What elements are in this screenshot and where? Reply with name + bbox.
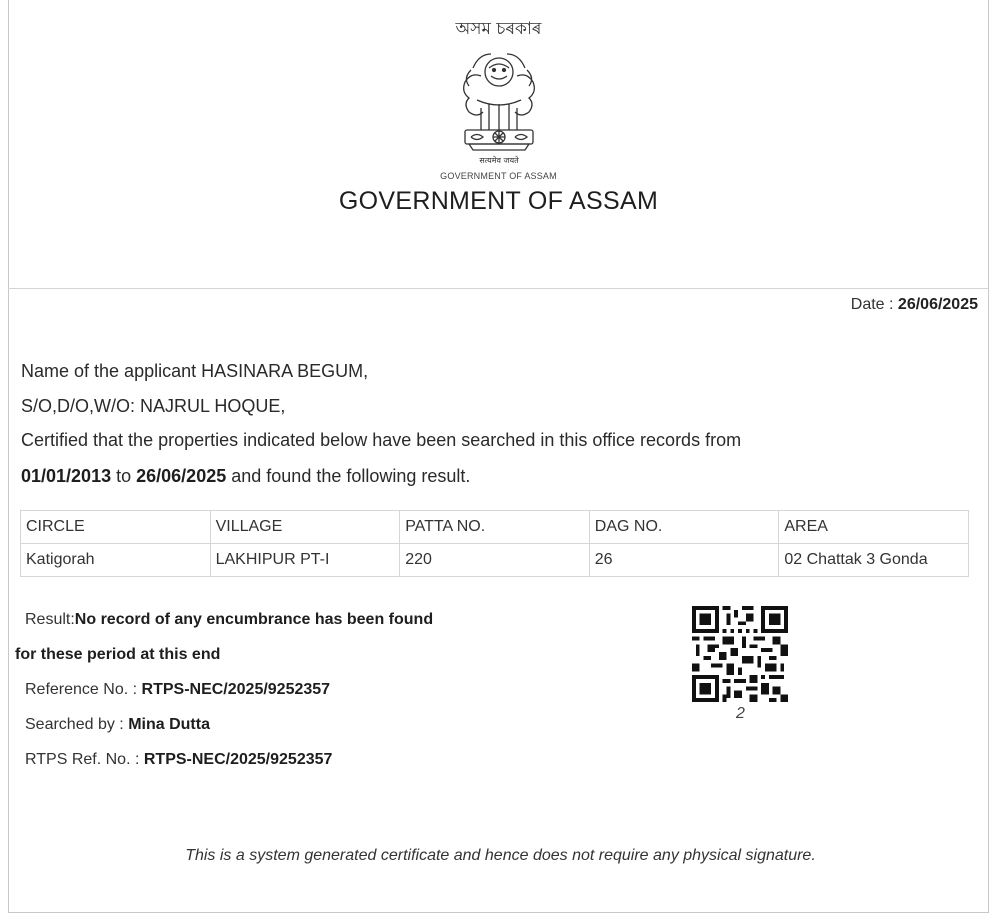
column-header-patta-no: PATTA NO. — [400, 511, 590, 544]
assamese-government-title: অসম চৰকাৰ — [455, 19, 542, 39]
cell-dag-no: 26 — [589, 544, 779, 577]
reference-label: Reference No. : — [25, 681, 138, 698]
column-header-circle: CIRCLE — [21, 511, 211, 544]
applicant-relation-line — [21, 396, 285, 417]
certified-statement: Certified that the properties indicated below have been searched in this office records from — [21, 430, 742, 450]
column-header-village: VILLAGE — [210, 511, 400, 544]
state-emblem-icon — [451, 46, 547, 166]
rtps-ref-value: RTPS-NEC/2025/9252357 — [143, 751, 333, 768]
date-label: Date : — [850, 296, 894, 313]
page-title: GOVERNMENT OF ASSAM — [338, 187, 659, 215]
result-label: Result: — [25, 611, 75, 628]
table-row — [21, 544, 969, 577]
search-from-date: 01/01/2013 — [21, 466, 112, 486]
column-header-area: AREA — [779, 511, 969, 544]
reference-value: RTPS-NEC/2025/9252357 — [141, 681, 331, 698]
to-word: to — [116, 466, 132, 486]
searched-by-value: Mina Dutta — [128, 716, 210, 733]
rtps-ref-line — [25, 751, 332, 769]
applicant-name-label: Name of the applicant — [21, 361, 197, 381]
column-header-dag-no: DAG NO. — [589, 511, 779, 544]
qr-page-number: 2 — [736, 705, 745, 722]
certificate-header — [8, 0, 989, 289]
cell-area: 02 Chattak 3 Gonda — [779, 544, 969, 577]
result-tail-text: and found the following result. — [231, 466, 471, 486]
qr-code-icon — [692, 606, 788, 702]
applicant-name-value: HASINARA BEGUM, — [201, 361, 369, 381]
reference-line — [25, 681, 330, 699]
emblem-motto: सत्यमेव जयते — [479, 156, 519, 165]
applicant-name-line — [21, 361, 368, 382]
relation-label: S/O,D/O,W/O: — [21, 396, 136, 416]
property-records-table — [20, 510, 969, 577]
result-line-continued — [15, 646, 220, 664]
system-generated-note: This is a system generated certificate and hence does not require any physical signature. — [185, 847, 816, 864]
search-period-line — [21, 466, 470, 487]
cell-patta-no: 220 — [400, 544, 590, 577]
result-line — [25, 611, 433, 629]
table-header-row — [21, 511, 969, 544]
searched-by-label: Searched by : — [25, 716, 124, 733]
searched-by-line — [25, 716, 210, 734]
rtps-ref-label: RTPS Ref. No. : — [25, 751, 140, 768]
certificate-date — [851, 296, 978, 314]
relation-value: NAJRUL HOQUE, — [140, 396, 286, 416]
result-text-continued: for these period at this end — [15, 646, 221, 663]
result-text: No record of any encumbrance has been found — [74, 611, 434, 628]
date-value: 26/06/2025 — [897, 296, 978, 313]
cell-village: LAKHIPUR PT-I — [210, 544, 400, 577]
search-to-date: 26/06/2025 — [136, 466, 227, 486]
emblem-caption: GOVERNMENT OF ASSAM — [440, 171, 557, 181]
cell-circle: Katigorah — [21, 544, 211, 577]
